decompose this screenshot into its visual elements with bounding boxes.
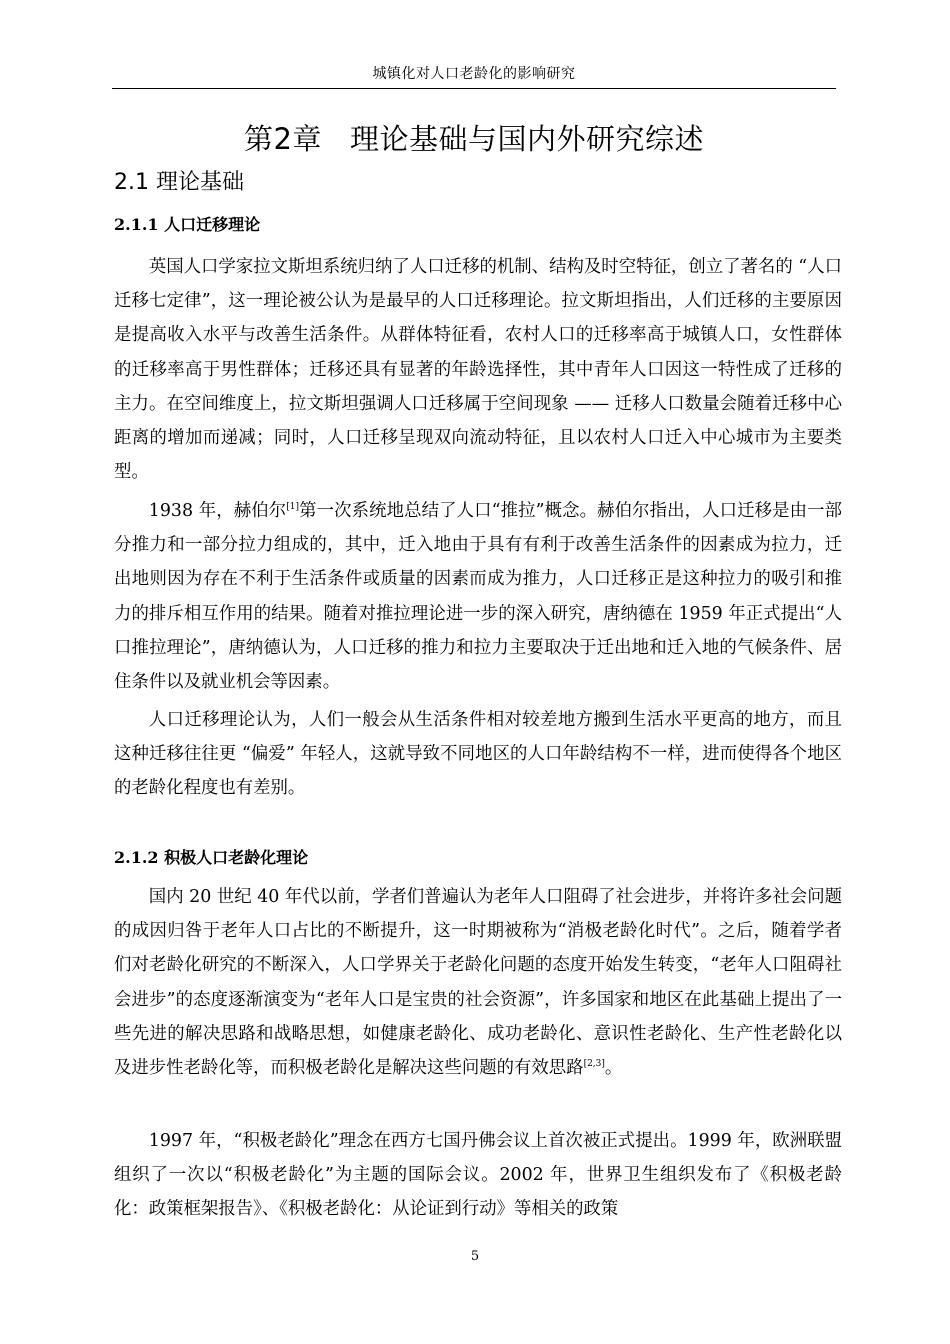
citation-marker: [2,3] [583,1059,605,1070]
paragraph-text: 国内 20 世纪 40 年代以前，学者们普遍认为老年人口阻碍了社会进步，并将许多社会问题的成因归咎于老年人口占比的不断提升，这一时期被称为“消极老龄化时代”。之后，随着学者们对老龄化研究的不断深入，人口学界关于老龄化问题的态度开始发生转变，“老年人口阻碍社会进步”的态度逐渐演变为“老年人口是宝贵的社会资源”，许多国家和地区在此基础上提出了一些先进的解决思路和战略思想，如健康老龄化、成功老龄化、意识性老龄化、生产性老龄化以及进步性老龄化等，而积极老龄化是解决这些问题的有效思路 [114,887,842,1079]
running-header: 城镇化对人口老龄化的影响研究 [372,66,576,82]
subsection-title-active-aging: 2.1.2 积极人口老龄化理论 [114,848,309,867]
citation-marker: [1] [286,502,299,512]
page-number: 5 [470,1249,480,1264]
paragraph-text: 1938 年，赫伯尔 [148,501,287,521]
chapter-number: 第2章 [244,122,322,156]
subsection-title-migration: 2.1.1 人口迁移理论 [114,215,261,234]
header-rule [112,88,836,89]
paragraph-push-pull [114,494,842,699]
chapter-title-text: 理论基础与国内外研究综述 [349,122,704,156]
section-title: 2.1 理论基础 [114,170,244,195]
paragraph-active-aging-history [114,880,842,1085]
paragraph-age-structure: 人口迁移理论认为，人们一般会从生活条件相对较差地方搬到生活水平更高的地方，而且这种迁移往往更 “偏爱” 年轻人，这就导致不同地区的人口年龄结构不一样，进而使得各个地区的老龄化程度也有差别。 [114,710,842,799]
paragraph-text: 第一次系统地总结了人口“推拉”概念。赫伯尔指出，人口迁移是由一部分推力和一部分拉力组成的，其中，迁入地由于具有有利于改善生活条件的因素成为拉力，迁出地则因为存在不利于生活条件或质量的因素而成为推力，人口迁移正是这种拉力的吸引和推力的排斥相互作用的结果。随着对推拉理论进一步的深入研究，唐纳德在 1959 年正式提出“人口推拉理论”，唐纳德认为，人口迁移的推力和拉力主要取决于迁出地和迁入地的气候条件、居住条件以及就业机会等因素。 [114,501,842,693]
paragraph-text: 。 [604,1058,623,1079]
paragraph-ravenstein: 英国人口学家拉文斯坦系统归纳了人口迁移的机制、结构及时空特征，创立了著名的 “人口迁移七定律”，这一理论被公认为是最早的人口迁移理论。拉文斯坦指出，人们迁移的主要原因是提高收入水平与改善生活条件。从群体特征看，农村人口的迁移率高于城镇人口，女性群体的迁移率高于男性群体；迁移还具有显著的年龄选择性，其中青年人口因这一特性成了迁移的主力。在空间维度上，拉文斯坦强调人口迁移属于空间现象 —— 迁移人口数量会随着迁移中心距离的增加而递减；同时，人口迁移呈现双向流动特征，且以农村人口迁入中心城市为主要类型。 [114,257,842,483]
paragraph-active-aging-1997: 1997 年，“积极老龄化”理念在西方七国丹佛会议上首次被正式提出。1999 年，欧洲联盟组织了一次以“积极老龄化”为主题的国际会议。2002 年，世界卫生组织发布了《积极老龄化：政策框架报告》、《积极老龄化：从论证到行动》等相关的政策 [114,1131,842,1220]
chapter-title [112,117,836,161]
